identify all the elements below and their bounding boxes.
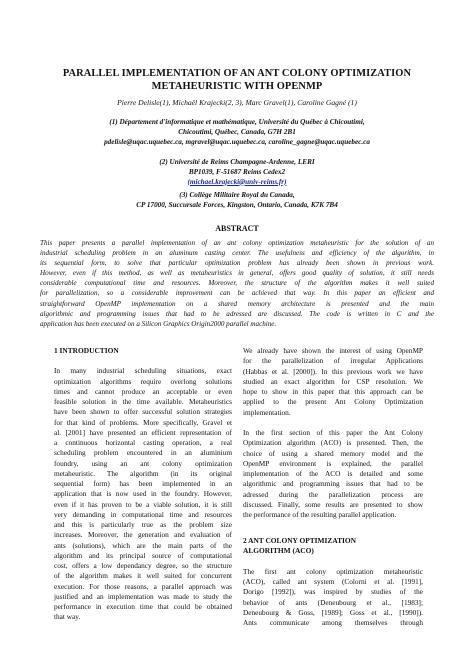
text-line: In many industrial scheduling situations, exact (54, 366, 232, 376)
text-line: We already have shown the interest of using OpenMP (243, 346, 423, 355)
text-line: adressed during the parallelization process are (243, 489, 423, 499)
affiliation-line: (1) Département d'informatique et mathématique, Université du Québec à Chicoutimi, (109, 118, 365, 126)
text-line: foundry, using an ant colony optimization (54, 458, 232, 468)
left-column (54, 346, 232, 623)
text-line: straightforward OpenMP implementation on a shared memory architecture is presented and the main (40, 299, 434, 308)
text-line: This paper presents a parallel implementation of an ant colony optimization metaheuristic for the solution of an (40, 239, 434, 247)
text-line: of the algorithm makes it well suited for concurrent (54, 571, 232, 581)
text-line: al. [2001] have presented an efficient representation of (54, 427, 232, 437)
text-line: for that kind of problems. More specifically, Gravel et (54, 417, 232, 427)
affiliation-2 (40, 158, 434, 187)
text-line: hope to show in this paper that this approach can be (243, 387, 423, 396)
affiliation-line: (3) Collège Militaire Royal du Canada, (179, 191, 295, 199)
text-line: implementation. (243, 407, 291, 417)
text-line: Ants communicate among themselves through (243, 618, 423, 628)
text-line: increases. Moreover, the generation and evaluation of (54, 530, 232, 540)
text-line: metaheuristic. The algorithm (in its original (54, 468, 232, 478)
text-line: (Habbas et al. [2000]). In this previous work we have (243, 366, 423, 376)
section-heading-aco (243, 536, 423, 556)
affiliation-3 (40, 191, 434, 211)
email-link[interactable]: (michael.krajecki@univ-reims.fr) (187, 177, 287, 186)
affiliation-line: Chicoutimi, Québec, Canada, G7H 2B1 (178, 127, 296, 136)
aco-paragraph (243, 567, 423, 629)
text-line: implementation of the ACO is detailed and some (243, 469, 423, 478)
text-line: Optimization algorithm (ACO) is presented. Then, the (243, 438, 423, 448)
affiliation-emails: pdelisle@uqac.uquebec.ca, mgravel@uqac.uquebec.ca, caroline_gagne@uqac.uquebec.ca (104, 137, 370, 146)
paragraph (243, 346, 423, 418)
author-list: Pierre Delisle(1), Michaël Krajecki(2, 3), Marc Gravel(1), Caroline Gagné (1) (117, 98, 357, 107)
text-line: for parallelization, so a considerable improvement can be achieved that way. In this paper an efficient and (40, 289, 434, 298)
text-line: have been shown to offer successful solution strategies (54, 407, 232, 417)
text-line: its sequential form, to solve that particular optimization problem has already been shown in previous work. (40, 259, 434, 268)
text-line: for the parallelization of irregular Applications (243, 356, 423, 366)
text-line: applied to the present Ant Colony Optimization (243, 397, 423, 407)
affiliation-line: (2) Université de Reims Champagne-Ardenne, LERI (159, 158, 315, 166)
section-heading-line: ALGORITHM (ACO) (243, 546, 314, 556)
text-line: execution. For those reasons, a parallel approach was (54, 581, 232, 591)
affiliation-1 (40, 118, 434, 147)
text-line: the performance of the resulting parallel application. (243, 510, 397, 519)
right-column (243, 346, 423, 628)
text-line: Deneubourg & Goss, [1989]; Goss et al., [1990]). (243, 607, 423, 617)
text-line: that way. (54, 612, 81, 622)
text-line: studied an exact algorithm for CSP resolution. We (243, 376, 423, 386)
affiliation-line: BP1039, F-51687 Reims Cedex2 (188, 167, 286, 176)
text-line: application has been executed on a Silicon Graphics Origin2000 parallel machine. (40, 319, 277, 328)
intro-paragraph (54, 366, 232, 622)
text-line: times and cannot produce an acceptable or even (54, 386, 232, 396)
text-line: performance in execution time that could be obtained (54, 602, 232, 612)
abstract-heading: ABSTRACT (215, 224, 259, 233)
text-line: application that is now used in the foundry. However, (54, 489, 232, 499)
text-line: behavior of ants (Deneubourg et al., [1983]; (243, 597, 423, 607)
affiliation-line: CP 17000, Succursale Forces, Kingston, Ontario, Canada, K7K 7B4 (136, 200, 338, 209)
text-line: industrial scheduling problem in an aluminum casting center. The usefulness and efficiency of the algorithm, in (40, 249, 434, 258)
text-line: algorithmic and programming issues that had to be adressed are discussed. The code is written in C and the (40, 309, 434, 318)
text-line: The first ant colony optimization metaheuristic (243, 566, 423, 576)
section-heading-introduction: 1 INTRODUCTION (54, 346, 119, 355)
title-line: METAHEURISTIC WITH OPENMP (151, 80, 323, 92)
abstract-body (40, 238, 434, 329)
text-line: even if it has proven to be a viable solution, it is still (54, 499, 232, 509)
text-line: justified and an implementation was made to study the (54, 591, 232, 601)
text-line: (ACO), called ant system (Colorni et al. [1991], (243, 577, 423, 587)
text-line: choice of using a shared memory model and the (243, 448, 423, 458)
section-heading-line: 2 ANT COLONY OPTIMIZATION (243, 536, 356, 546)
text-line: considerable computational time and resources. Moreover, the structure of the algorithm makes it well suited (40, 279, 434, 288)
text-line: In the first section of this paper the Ant Colony (243, 428, 423, 437)
title-line: PARALLEL IMPLEMENTATION OF AN ANT COLONY OPTIMIZATION (62, 68, 412, 79)
text-line: and this is particularly true as the problem size (54, 520, 232, 530)
text-line: ants (solutions), which are the main parts of the (54, 540, 232, 550)
text-line: a continuous horizontal casting operation, a real (54, 438, 232, 448)
text-line: scheduling problem encountered in an aluminium (54, 448, 232, 458)
text-line: very demanding in computational time and resources (54, 509, 232, 519)
paper-title (40, 68, 434, 93)
text-line: sequential form) has been implemented in an (54, 479, 232, 489)
text-line: algorithmic and programming issues that had to be (243, 479, 423, 489)
text-line: cost, offers a low dependancy degree, so the structure (54, 561, 232, 571)
paragraph (243, 428, 423, 520)
text-line: optimization algorithms require overlong solutions (54, 376, 232, 386)
text-line: However, even if this method, as well as metaheuristics in general, offers good quality of solution, it still needs (40, 269, 434, 278)
text-line: feasible solution in the time available. Metaheuristics (54, 397, 232, 407)
text-line: discussed. Finally, some results are presented to show (243, 499, 423, 509)
text-line: Dorigo [1992]), was inspired by studies of the (243, 587, 423, 597)
text-line: OpenMP environment is explained, the parallel (243, 458, 423, 468)
text-line: algorithm and its principal source of computational (54, 550, 232, 560)
